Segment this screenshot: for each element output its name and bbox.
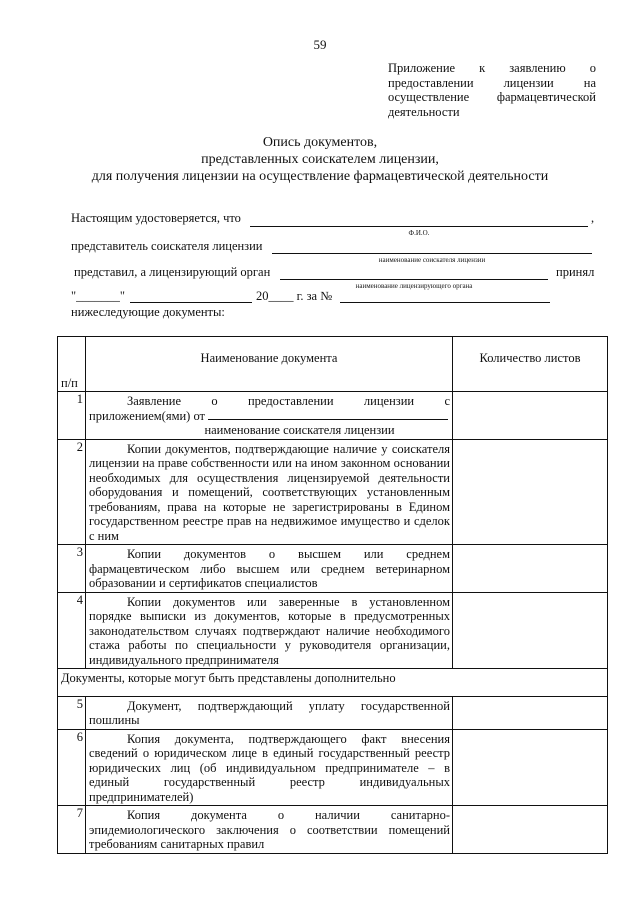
row-document-name — [86, 392, 453, 440]
table-row — [58, 392, 608, 440]
row-document-name: Копия документа о наличии санитарно-эпидемиологического заключения о соответствии помещений требованиям санитарных правил — [86, 806, 453, 854]
row-sheet-count-cell[interactable] — [453, 696, 608, 729]
certify-comma: , — [591, 211, 595, 225]
appendix-line-4: деятельности — [388, 104, 460, 119]
row-1-applicant-input-line[interactable] — [208, 409, 448, 420]
table-row — [58, 439, 608, 545]
header-number: п/п — [58, 337, 86, 392]
row-sheet-count-cell[interactable] — [453, 592, 608, 669]
date-year-label: 20____ г. за № — [256, 289, 333, 303]
page-number: 59 — [313, 37, 327, 52]
appendix-line-2: предоставлении лицензии на — [388, 75, 596, 90]
row-sheet-count-cell[interactable] — [453, 729, 608, 806]
row-document-name: Документ, подтверждающий уплату государственной пошлины — [86, 696, 453, 729]
registration-number-input-line[interactable] — [340, 302, 550, 303]
representative-label: представитель соискателя лицензии — [71, 239, 263, 253]
authority-caption: наименование лицензирующего органа — [355, 282, 473, 290]
table-row — [58, 545, 608, 593]
document-title-line-3: для получения лицензии на осуществление фармацевтической деятельности — [91, 169, 549, 184]
header-sheet-count: Количество листов — [453, 337, 608, 392]
row-document-name: Копии документов или заверенные в установленном порядке выписки из документов, которые в предусмотренных законодательством случаях подтверждают наличие необходимого стажа работы по специальности у руководителя организации, индивидуального предпринимателя — [86, 592, 453, 669]
table-row — [58, 696, 608, 729]
row-sheet-count-cell[interactable] — [453, 392, 608, 440]
certify-label: Настоящим удостоверяется, что — [71, 211, 241, 225]
document-title-line-2: представленных соискателем лицензии, — [201, 152, 439, 167]
appendix-line-1: Приложение к заявлению о — [388, 61, 596, 75]
table-row — [58, 806, 608, 854]
row-document-name: Копии документов о высшем или среднем фармацевтическом либо высшем или среднем ветеринарном образовании и сертификатов специалистов — [86, 545, 453, 593]
row-1-caption: наименование соискателя лицензии — [204, 423, 395, 437]
applicant-caption: наименование соискателя лицензии — [378, 256, 486, 264]
date-month-input-line[interactable] — [130, 302, 252, 303]
row-document-name: Копия документа, подтверждающего факт внесения сведений о юридическом лице в единый государственный реестр юридических лиц (об индивидуальном предпринимателе – в единый государственный реестр индивидуальных предпринимателей) — [86, 729, 453, 806]
row-sheet-count-cell[interactable] — [453, 439, 608, 545]
row-sheet-count-cell[interactable] — [453, 545, 608, 593]
row-1-text-a: Заявление о предоставлении лицензии с — [127, 394, 450, 408]
header-document-name: Наименование документа — [86, 337, 453, 392]
following-docs-label: нижеследующие документы: — [71, 305, 225, 319]
row-sheet-count-cell[interactable] — [453, 806, 608, 854]
date-day-field[interactable]: "_______" — [71, 289, 125, 303]
table-row — [58, 729, 608, 806]
applicant-input-line[interactable] — [272, 253, 592, 254]
section-title: Документы, которые могут быть представлены дополнительно — [58, 669, 608, 697]
fio-input-line[interactable] — [250, 226, 588, 227]
table-header-row — [58, 337, 608, 392]
documents-table — [57, 336, 608, 854]
accepted-label: принял — [556, 265, 595, 279]
row-number: 6 — [58, 729, 86, 806]
row-number: 2 — [58, 439, 86, 545]
table-row — [58, 592, 608, 669]
document-title-line-1: Опись документов, — [262, 135, 378, 150]
appendix-line-3: осуществление фармацевтической — [388, 90, 596, 104]
authority-input-line[interactable] — [280, 279, 548, 280]
section-row — [58, 669, 608, 697]
row-number: 7 — [58, 806, 86, 854]
row-number: 3 — [58, 545, 86, 593]
appendix-note — [388, 61, 596, 119]
fio-caption: Ф.И.О. — [408, 229, 430, 237]
row-number: 1 — [58, 392, 86, 440]
row-number: 5 — [58, 696, 86, 729]
submitted-label: представил, а лицензирующий орган — [74, 265, 271, 279]
row-1-text-b: приложением(ями) от — [89, 408, 206, 423]
row-document-name: Копии документов, подтверждающие наличие у соискателя лицензии на праве собственности или на ином законном основании необходимых для осуществления лицензируемой деятельности оборудования и помещений, соответствующих установленным требованиям, права на которые не зарегистрированы в Едином государственном реестре прав на недвижимое имущество и сделок с ним — [86, 439, 453, 545]
row-number: 4 — [58, 592, 86, 669]
